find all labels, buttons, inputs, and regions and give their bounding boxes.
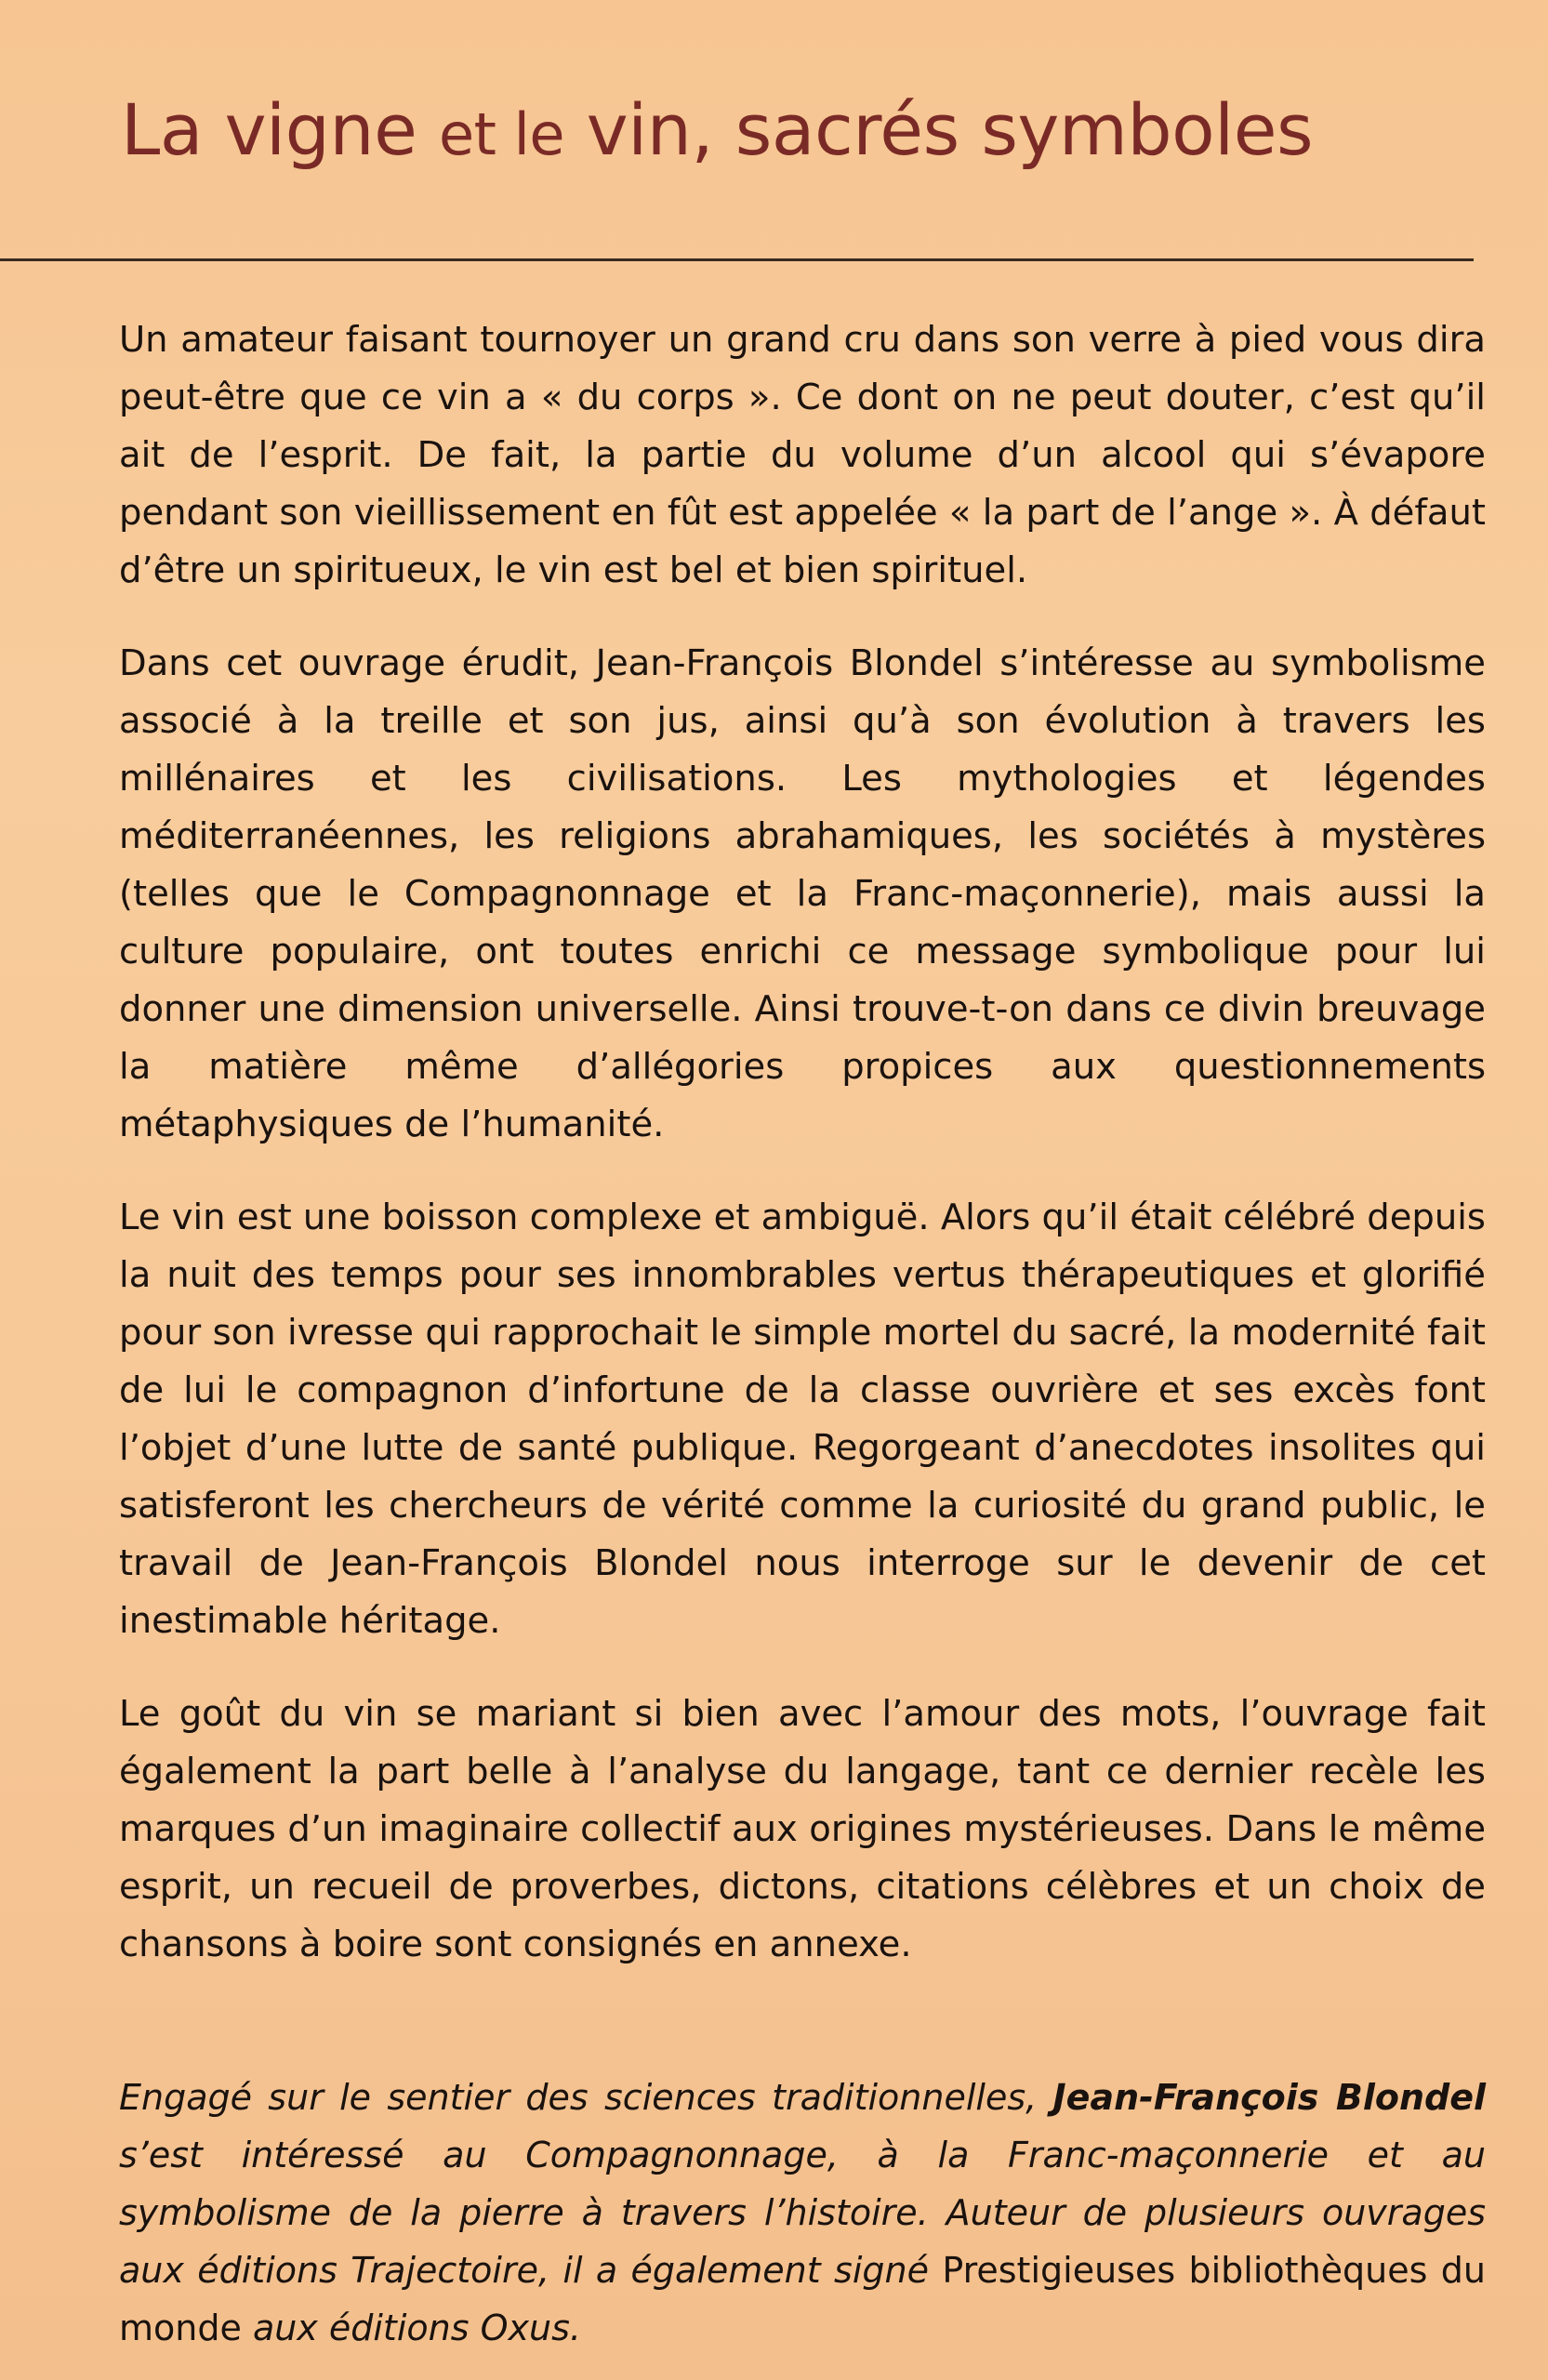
title-part-3: vin, sacrés symboles <box>564 88 1314 171</box>
description-body <box>119 311 1486 2009</box>
bio-end: aux éditions Oxus. <box>241 2307 581 2348</box>
paragraph-3: Le vin est une boisson complexe et ambiguë. Alors qu’il était célébré depuis la nuit des temps pour ses innombrables vertus thérapeutiques et glorifié pour son ivresse qui rapprochait le simple mortel du sacré, la modernité fait de lui le compagnon d’infortune de la classe ouvrière et ses excès font l’objet d’une lutte de santé publique. Regorgeant d’anecdotes insolites qui satisferont les chercheurs de vérité comme la curiosité du grand public, le travail de Jean-François Blondel nous interroge sur le devenir de cet inestimable héritage. <box>119 1197 1486 1642</box>
paragraph-4: Le goût du vin se mariant si bien avec l’amour des mots, l’ouvrage fait également la part belle à l’analyse du langage, tant ce dernier recèle les marques d’un imaginaire collectif aux origines mystérieuses. Dans le même esprit, un recueil de proverbes, dictons, citations célèbres et un choix de chansons à boire sont consignés en annexe. <box>119 1693 1486 1965</box>
title-part-2: et le <box>439 100 565 168</box>
title-divider <box>0 258 1474 261</box>
bio-intro: Engagé sur le sentier des sciences traditionnelles, <box>119 2077 1053 2118</box>
author-bio <box>119 2069 1486 2357</box>
bio-author-name: Jean-François Blondel <box>1052 2077 1487 2118</box>
paragraph-2: Dans cet ouvrage érudit, Jean-François Blondel s’intéresse au symbolisme associé à la treille et son jus, ainsi qu’à son évolution à travers les millénaires et les civilisations. Les mythologies et légendes méditerranéennes, les religions abrahamiques, les sociétés à mystères (telles que le Compagnonnage et la Franc-maçonnerie), mais aussi la culture populaire, ont toutes enrichi ce message symbolique pour lui donner une dimension universelle. Ainsi trouve-t-on dans ce divin breuvage la matière même d’allégories propices aux questionnements métaphysiques de l’humanité. <box>119 642 1486 1145</box>
title-part-1: La vigne <box>121 88 439 171</box>
bio-middle: s’est intéressé au Compagnonnage, à la Franc-maçonnerie et au symbolisme de la pierre à travers l’histoire. Auteur de plusieurs ouvrages aux éditions Trajectoire, il a également signé <box>119 2135 1486 2291</box>
page-title <box>121 74 1469 191</box>
bio-book-title: Prestigieuses bibliothèques du monde <box>119 2250 1486 2348</box>
paragraph-1: Un amateur faisant tournoyer un grand cru dans son verre à pied vous dira peut-être que ce vin a « du corps ». Ce dont on ne peut douter, c’est qu’il ait de l’esprit. De fait, la partie du volume d’un alcool qui s’évapore pendant son vieillissement en fût est appelée « la part de l’ange ». À défaut d’être un spiritueux, le vin est bel et bien spirituel. <box>119 319 1486 591</box>
